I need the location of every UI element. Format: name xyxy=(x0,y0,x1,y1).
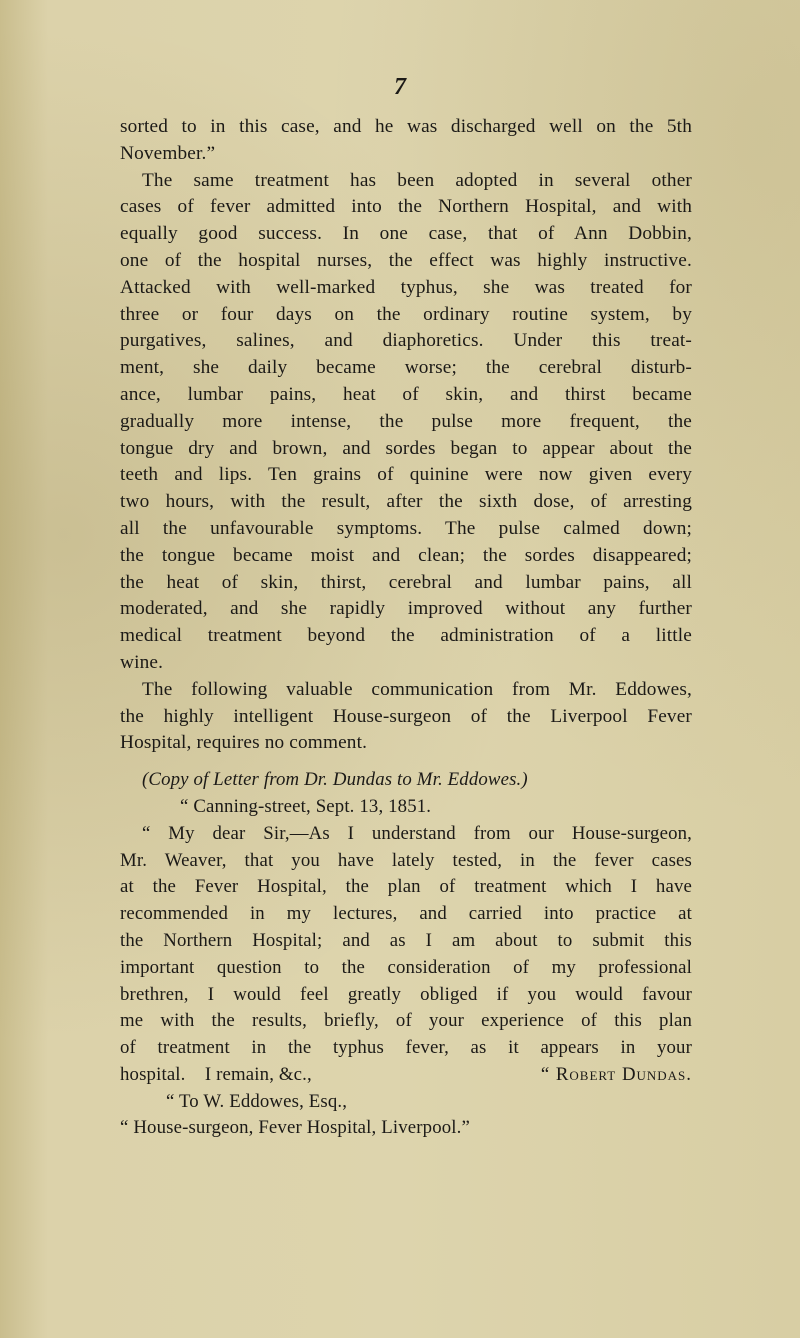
text-line: Hospital, requires no comment. xyxy=(120,732,368,754)
text-line: moderated, and she rapidly improved without any further xyxy=(120,598,692,620)
text-line: the highly intelligent House-surgeon of the Liverpool Fever xyxy=(120,705,692,727)
text-line: ment, she daily became worse; the cerebral disturb- xyxy=(120,357,692,379)
text-line: of treatment in the typhus fever, as it appears in your xyxy=(120,1037,692,1059)
text-line: the tongue became moist and clean; the sordes disappeared; xyxy=(120,544,692,566)
text-line: teeth and lips. Ten grains of quinine were now given every xyxy=(120,464,692,486)
text-line: Attacked with well-marked typhus, she was treated for xyxy=(120,276,692,298)
text-line: Mr. Weaver, that you have lately tested, in the fever cases xyxy=(120,849,692,871)
text-line: three or four days on the ordinary routine system, by xyxy=(120,303,692,325)
text-line: all the unfavourable symptoms. The pulse calmed down; xyxy=(120,517,692,539)
text-line: the Northern Hospital; and as I am about to submit this xyxy=(120,929,692,951)
letter-heading: (Copy of Letter from Dr. Dundas to Mr. Eddowes.) xyxy=(142,769,528,791)
text-line: purgatives, salines, and diaphoretics. Under this treat- xyxy=(120,330,692,352)
text-line: medical treatment beyond the administration of a little xyxy=(120,625,692,647)
body-text xyxy=(120,114,692,1142)
text-line: one of the hospital nurses, the effect was highly instructive. xyxy=(120,249,692,271)
text-line: gradually more intense, the pulse more frequent, the xyxy=(120,410,692,432)
text-line: wine. xyxy=(120,651,164,673)
text-line: brethren, I would feel greatly obliged if you would favour xyxy=(120,983,692,1005)
letter xyxy=(120,767,692,1142)
letter-signature: “ Robert Dundas. xyxy=(540,1063,692,1085)
text-line: cases of fever admitted into the Northern Hospital, and with xyxy=(120,196,692,218)
text-line: ance, lumbar pains, heat of skin, and thirst became xyxy=(120,383,692,405)
text-line: important question to the consideration of my professional xyxy=(120,956,692,978)
spacer xyxy=(120,757,692,767)
letter-recipient: “ To W. Eddowes, Esq., xyxy=(166,1090,348,1112)
text-line: two hours, with the result, after the sixth dose, of arresting xyxy=(120,491,692,513)
letter-recipient: “ House-surgeon, Fever Hospital, Liverpool.” xyxy=(120,1117,470,1139)
letter-closing-row xyxy=(120,1062,692,1089)
text-line: sorted to in this case, and he was discharged well on the 5th xyxy=(120,116,692,137)
letter-closing: hospital. I remain, &c., xyxy=(120,1063,312,1085)
text-line: The following valuable communication from Mr. Eddowes, xyxy=(142,678,692,700)
text-line: November.” xyxy=(120,142,216,164)
text-line: at the Fever Hospital, the plan of treatment which I have xyxy=(120,876,692,898)
text-line: recommended in my lectures, and carried into practice at xyxy=(120,903,692,925)
text-line: “ My dear Sir,—As I understand from our House-surgeon, xyxy=(142,822,692,844)
letter-address: “ Canning-street, Sept. 13, 1851. xyxy=(180,795,432,817)
text-line: tongue dry and brown, and sordes began to appear about the xyxy=(120,437,692,459)
text-line: The same treatment has been adopted in several other xyxy=(142,169,692,191)
page-number: 7 xyxy=(394,74,406,100)
text-line: me with the results, briefly, of your experience of this plan xyxy=(120,1010,692,1032)
text-line: the heat of skin, thirst, cerebral and lumbar pains, all xyxy=(120,571,692,593)
text-line: equally good success. In one case, that of Ann Dobbin, xyxy=(120,223,692,245)
